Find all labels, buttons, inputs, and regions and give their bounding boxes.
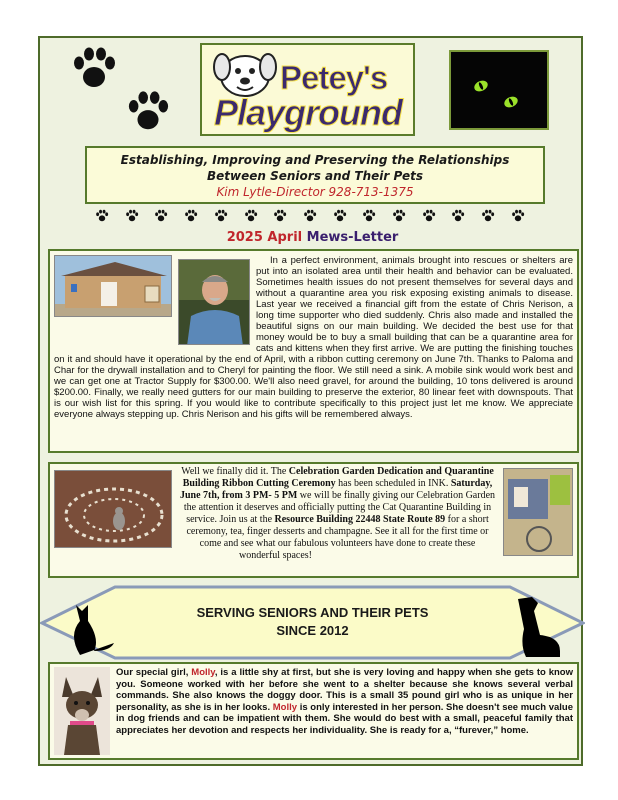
adoption-text-2: , is a little shy at first, but she is very loving and happy when she gets to know you. Someone worked with her before she went to a shelter because she knows several verbal commands. She also knows the doggy door. This is a small 35 pound girl who is as unique in her personality, as she is in her looks. [116,667,573,713]
tagline-line1: Establishing, Improving and Preserving the Relationships [120,153,510,167]
molly-dog-photo [54,667,110,755]
newsletter-page [38,36,583,766]
banner-text [40,604,585,640]
shed-image [55,256,172,317]
newsletter-title [40,230,585,245]
banner-line1: SERVING SENIORS AND THEIR PETS [196,605,429,620]
pet-name: Molly [272,701,298,713]
event-location: Resource Building 22448 State Route 89 [274,514,446,525]
small-paw-icon [95,209,109,223]
small-paw-icon [451,209,465,223]
garden-image [55,471,172,548]
small-paw-icon [125,209,139,223]
adoption-text-3: is only interested in her person. She doesn't see much value in dog friends and can be impatient with them. She would do best with a small, peaceful family that appreciates her devotion and respects her individuality. She is ready for a, “furever,” home. [116,701,573,736]
small-paw-icon [362,209,376,223]
tagline-line2: Between Seniors and Their Pets [207,169,423,183]
celebration-garden-photo [54,470,172,548]
event-name: Celebration Garden Dedication and Quarantine Building Ribbon Cutting Ceremony [182,466,494,489]
quarantine-building-photo [503,468,573,556]
small-paw-icon [244,209,258,223]
small-paw-icon [392,209,406,223]
building-image [504,469,573,556]
quarantine-article [48,249,579,453]
small-paw-icon [422,209,436,223]
celebration-article [48,462,579,578]
chris-nerison-photo [178,259,250,345]
director-contact: Kim Lytle-Director 928-713-1375 [216,185,414,199]
tagline-box [85,146,545,204]
paw-print-icon [125,90,171,134]
peteys-playground-logo [200,43,415,136]
adoption-spotlight [48,662,579,760]
paw-print-icon [70,46,118,92]
small-paw-icon [303,209,317,223]
event-date: Saturday, June 7th, from 3 PM- 5 PM [179,478,493,501]
celebration-text-2: has been scheduled in INK. [335,478,451,489]
newsletter-date: 2025 April [226,230,303,245]
small-paw-icon [511,209,525,223]
celebration-text-1: Well we finally did it. The [181,466,289,477]
celebration-text-3: we will be finally giving our Celebration Garden the attention it deserves and officially putting the Cat Quarantine Building in service. Join us at the [183,490,496,525]
newsletter-name: Mews-Letter [306,230,399,245]
small-paw-icon [184,209,198,223]
banner-line2: SINCE 2012 [276,623,349,638]
quarantine-article-body: In a perfect environment, animals brought into rescues or shelters are put into an isolated area until their health and behavior can be evaluated. Sometimes health issues do not present themselves for several days and without a quarantine area you risk exposing existing animals to disease. Last year we received a financial gift from the estate of Chris Nerison, a long time supporter who died suddenly. Chris also made and installed the beautiful signs on our main building. We decided the best use for that money would be to buy a small building that can be a quarantine area for cats and kittens when they first arrive. We are putting the finishing touches on it and should have it operational by the end of April, with a ribbon cutting ceremony on June 7th. Thanks to Paloma and Char for the drywall installation and to Cheryl for painting the floor. We still need a sink. A mobile sink would work best and we can get one at Tractor Supply for $300.00. We'll also need gravel, for around the building, 10 tons delivered is around $200.00. Finally, we really need gutters for our main building to preserve the exterior, 80 linear feet with downspouts. That is our wish list for this spring. If you would like to contribute specifically to this project just let me know. We appreciate everyone always stepping up. Chris Nerison and his gifts will be remembered always. [54,255,573,420]
logo-title-line2: Playground [214,92,403,133]
logo-title-line1: Petey's [280,59,388,96]
paw-divider [95,209,525,225]
cat-eyes-image [449,50,549,130]
celebration-text-4: for a short ceremony, tea, finger desserts and champagne. See it all for the first time or come and see what our fabulous volunteers have done to create these wonderful spaces! [186,514,489,561]
adoption-text-1: Our special girl, [116,667,192,678]
person-portrait-image [179,260,250,345]
small-paw-icon [214,209,228,223]
small-paw-icon [273,209,287,223]
dog-portrait-image [54,667,110,755]
small-paw-icon [333,209,347,223]
small-paw-icon [481,209,495,223]
adoption-text [54,667,573,736]
small-paw-icon [154,209,168,223]
quarantine-shed-photo [54,255,172,317]
cat-eyes-icon [451,52,547,128]
pet-name: Molly [191,667,215,678]
